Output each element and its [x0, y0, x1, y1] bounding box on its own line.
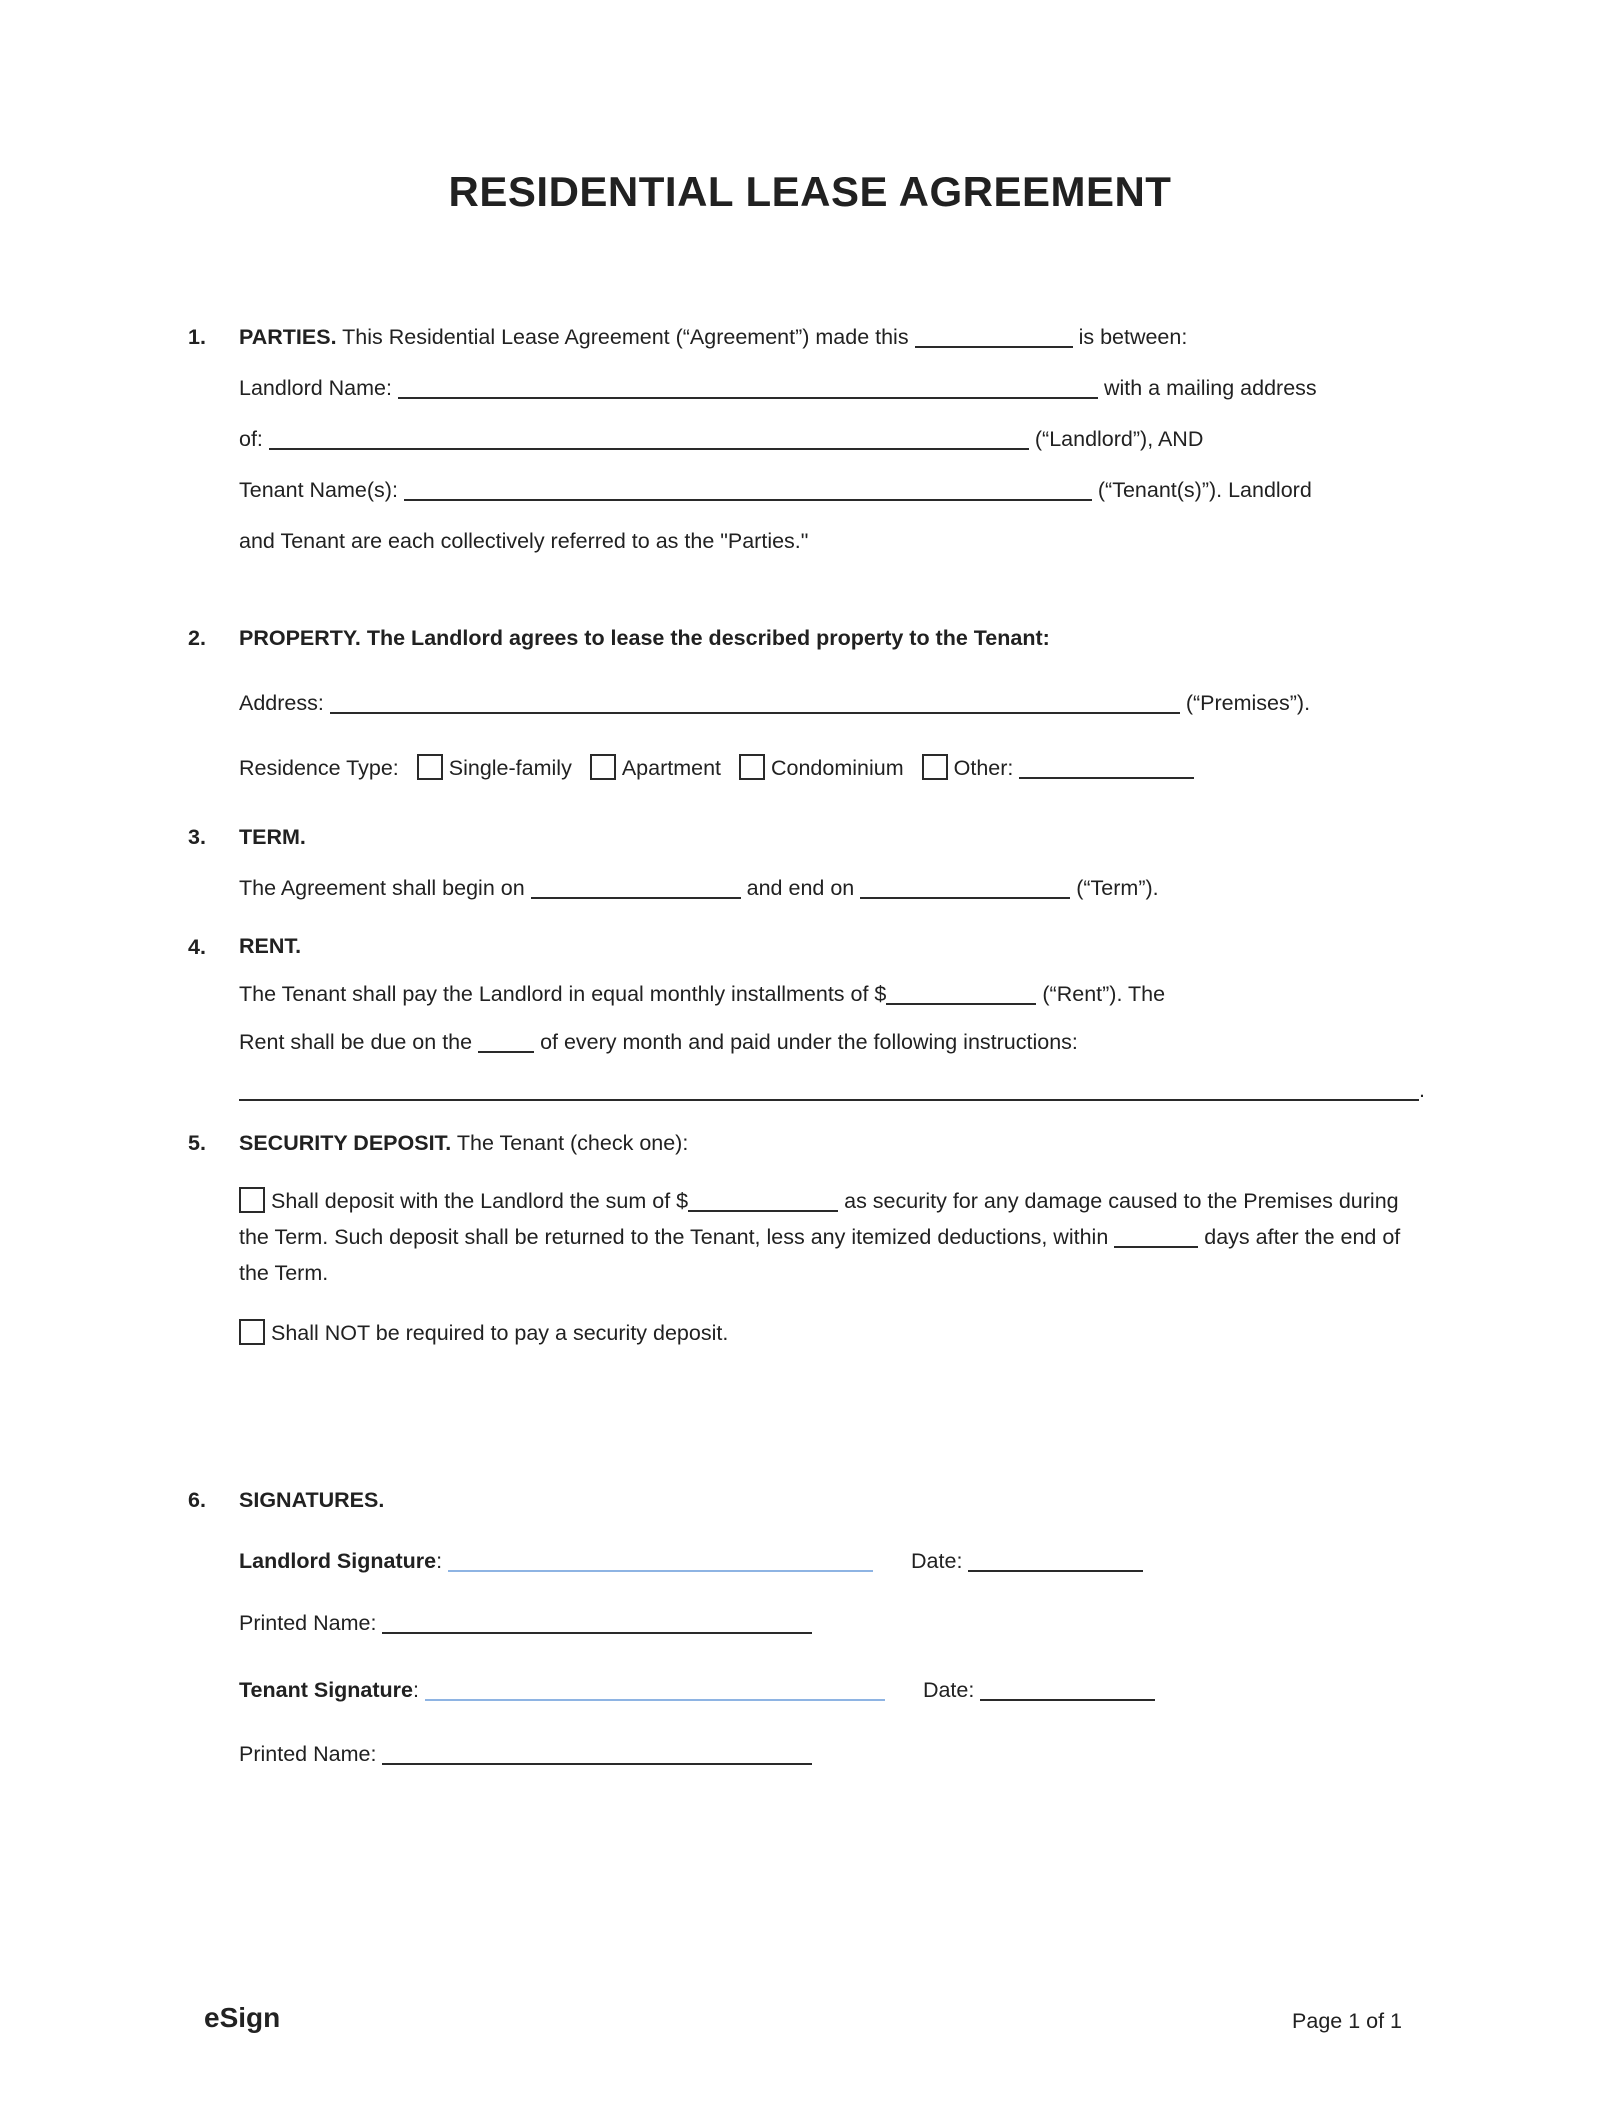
term-dates-line: [239, 863, 1432, 914]
landlord-address-label: of:: [239, 427, 263, 451]
property-heading-line: [239, 613, 1432, 664]
payment-instructions-period: .: [1419, 1078, 1425, 1102]
checkbox-deposit-required[interactable]: [239, 1187, 265, 1213]
tenant-date-label: Date:: [922, 1678, 975, 1702]
parties-intro-end: is between:: [1078, 325, 1188, 349]
security-option1-middle: as security for any damage caused to the Premises during the Term. Such deposit shall be returned to the Tenant, less any itemized deductions, within: [239, 1189, 1399, 1249]
landlord-date-label: Date:: [911, 1549, 963, 1573]
section-signatures-heading: SIGNATURES.: [239, 1488, 385, 1512]
rent-line2-start: Rent shall be due on the: [239, 1030, 473, 1054]
property-address-blank[interactable]: [330, 694, 1180, 714]
residence-type-line: [239, 743, 1432, 794]
security-heading-rest: The Tenant (check one):: [456, 1131, 689, 1155]
section-signatures-number: 6.: [188, 1488, 206, 1512]
option-single-family-label: Single-family: [448, 756, 572, 780]
property-address-line: [239, 678, 1432, 729]
document-page: [188, 168, 1432, 1780]
section-rent: [188, 922, 1432, 1114]
tenant-printed-name-row: [239, 1729, 1432, 1780]
checkbox-other[interactable]: [922, 754, 948, 780]
agreement-date-blank[interactable]: [915, 328, 1073, 348]
section-security-heading: SECURITY DEPOSIT.: [239, 1131, 452, 1155]
section-parties-number: 1.: [188, 325, 206, 349]
tenant-signature-row: [239, 1665, 1432, 1716]
term-end-text: (“Term”).: [1076, 876, 1159, 900]
tenant-signature-label: Tenant Signature: [239, 1678, 414, 1702]
section-term-number: 3.: [188, 825, 206, 849]
section-parties-heading: PARTIES.: [239, 325, 337, 349]
residence-type-label: Residence Type:: [239, 756, 399, 780]
parties-intro-line: [239, 312, 1432, 363]
landlord-printed-name-blank[interactable]: [382, 1614, 812, 1634]
property-address-label: Address:: [239, 691, 324, 715]
other-residence-blank[interactable]: [1019, 759, 1194, 779]
landlord-printed-name-row: [239, 1598, 1432, 1649]
section-property-heading: PROPERTY.: [239, 626, 361, 650]
rent-amount-blank[interactable]: [886, 985, 1036, 1005]
section-term: [188, 812, 1432, 914]
section-property: [188, 613, 1432, 794]
section-rent-heading: RENT.: [239, 934, 302, 958]
payment-instructions-blank[interactable]: [239, 1081, 1419, 1101]
section-signatures: [188, 1475, 1432, 1780]
term-start-blank[interactable]: [531, 879, 741, 899]
section-rent-number: 4.: [188, 935, 206, 959]
landlord-signature-colon: :: [436, 1549, 443, 1573]
landlord-signature-label: Landlord Signature: [239, 1549, 437, 1573]
rent-heading-line: [239, 922, 1432, 970]
tenant-name-label: Tenant Name(s):: [239, 478, 398, 502]
section-property-number: 2.: [188, 626, 206, 650]
checkbox-condominium[interactable]: [739, 754, 765, 780]
payment-instructions-line: [239, 1066, 1432, 1114]
rent-line2-end: of every month and paid under the following instructions:: [540, 1030, 1078, 1054]
section-security-number: 5.: [188, 1131, 206, 1155]
esign-logo: eSign: [204, 2002, 281, 2033]
deposit-return-days-blank[interactable]: [1114, 1228, 1198, 1248]
tenant-name-after: (“Tenant(s)”). Landlord: [1097, 478, 1312, 502]
rent-amount-line: [239, 970, 1432, 1018]
option-condominium-label: Condominium: [770, 756, 904, 780]
deposit-amount-blank[interactable]: [688, 1192, 838, 1212]
rent-due-line: [239, 1018, 1432, 1066]
landlord-address-after: (“Landlord”), AND: [1034, 427, 1204, 451]
security-option-no-deposit: [239, 1315, 1432, 1351]
landlord-signature-line[interactable]: [448, 1552, 873, 1572]
landlord-signature-row: [239, 1536, 1432, 1587]
checkbox-apartment[interactable]: [590, 754, 616, 780]
term-middle-text: and end on: [746, 876, 855, 900]
rent-due-day-blank[interactable]: [478, 1033, 534, 1053]
tenant-printed-name-blank[interactable]: [382, 1745, 812, 1765]
security-heading-line: [239, 1118, 1432, 1169]
term-begin-text: The Agreement shall begin on: [239, 876, 525, 900]
security-option-deposit: [239, 1183, 1432, 1291]
parties-intro-start: This Residential Lease Agreement (“Agreement”) made this: [342, 325, 909, 349]
option-apartment-label: Apartment: [621, 756, 721, 780]
property-heading-rest: The Landlord agrees to lease the described property to the Tenant:: [366, 626, 1050, 650]
page-title: RESIDENTIAL LEASE AGREEMENT: [448, 168, 1172, 215]
page-number-label: Page 1 of 1: [1292, 2009, 1402, 2033]
parties-closing-line: [239, 516, 1432, 567]
checkbox-no-deposit[interactable]: [239, 1319, 265, 1345]
landlord-name-label: Landlord Name:: [239, 376, 392, 400]
term-heading-line: [239, 812, 1432, 863]
checkbox-single-family[interactable]: [417, 754, 443, 780]
landlord-name-after: with a mailing address: [1103, 376, 1317, 400]
security-option1-end: days after the end of the Term.: [239, 1225, 1401, 1285]
term-end-blank[interactable]: [860, 879, 1070, 899]
landlord-date-blank[interactable]: [968, 1552, 1143, 1572]
section-parties: [188, 312, 1432, 567]
signatures-heading-line: [239, 1475, 1432, 1526]
rent-line1-start: The Tenant shall pay the Landlord in equal monthly installments of $: [239, 982, 887, 1006]
parties-closing-text: and Tenant are each collectively referred to as the "Parties.": [239, 529, 809, 553]
landlord-name-blank[interactable]: [398, 379, 1098, 399]
tenant-name-line: [239, 465, 1432, 516]
page-footer: [188, 2002, 1432, 2034]
tenant-name-blank[interactable]: [404, 481, 1092, 501]
landlord-address-blank[interactable]: [269, 430, 1029, 450]
landlord-printed-name-label: Printed Name:: [239, 1611, 377, 1635]
rent-line1-end: (“Rent”). The: [1042, 982, 1166, 1006]
tenant-printed-name-label: Printed Name:: [239, 1742, 377, 1766]
tenant-signature-line[interactable]: [425, 1681, 885, 1701]
tenant-date-blank[interactable]: [980, 1681, 1155, 1701]
section-security-deposit: [188, 1118, 1432, 1351]
tenant-signature-colon: :: [413, 1678, 419, 1702]
landlord-address-line: [239, 414, 1432, 465]
security-option1-start: Shall deposit with the Landlord the sum of $: [271, 1189, 689, 1213]
section-term-heading: TERM.: [239, 825, 306, 849]
security-option2-text: Shall NOT be required to pay a security deposit.: [271, 1321, 729, 1345]
option-other-label: Other:: [953, 756, 1014, 780]
landlord-name-line: [239, 363, 1432, 414]
property-address-after: (“Premises”).: [1185, 691, 1311, 715]
